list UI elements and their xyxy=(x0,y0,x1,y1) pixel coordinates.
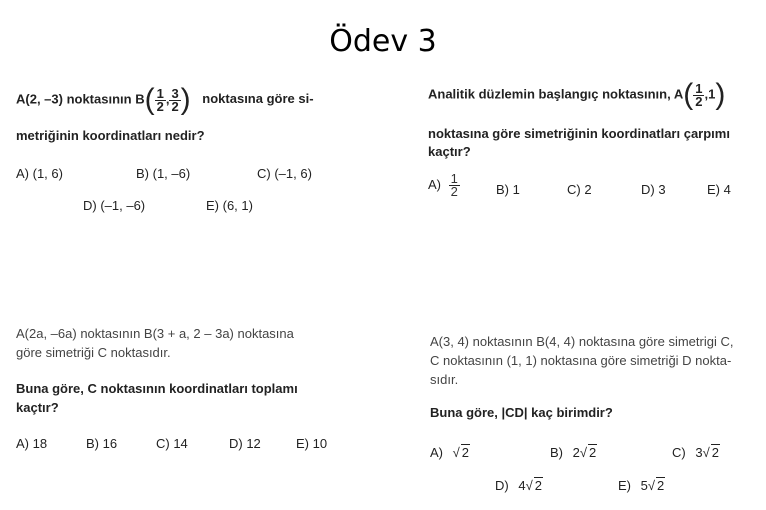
q1-option-a[interactable]: A) (1, 6) xyxy=(16,166,63,181)
q2-option-c[interactable]: C) 2 xyxy=(567,182,592,197)
q1-option-e[interactable]: E) (6, 1) xyxy=(206,198,253,213)
q4-option-e-label: E) xyxy=(618,478,631,493)
q2-left-paren: ( xyxy=(683,78,694,111)
q3-option-b[interactable]: B) 16 xyxy=(86,436,118,451)
q4-option-b-sqrt: √ 2 xyxy=(579,445,597,460)
q1-line2: metriğinin koordinatları nedir? xyxy=(16,128,205,143)
q4-option-b-label: B) xyxy=(550,445,563,460)
q2-option-d[interactable]: D) 3 xyxy=(641,182,666,197)
q2-line2: noktasına göre simetriğinin koordinatları çarpımı xyxy=(428,126,730,141)
q2-y-value: 1 xyxy=(708,86,716,102)
q4-option-b[interactable]: B) 2√ 2 xyxy=(550,445,597,460)
q4-option-a[interactable] xyxy=(430,444,470,462)
q3-option-e[interactable]: E) 10 xyxy=(296,436,328,451)
q2-line3: kaçtır? xyxy=(428,144,471,159)
q3-line1: A(2a, –6a) noktasının B(3 + a, 2 – 3a) noktasına xyxy=(16,326,294,341)
q1-left-paren: ( xyxy=(144,83,155,116)
q4-option-d-sqrt: √ 2 xyxy=(525,478,542,493)
q2-line1-start: Analitik düzlemin başlangıç noktasının, A xyxy=(428,86,684,102)
q2-frac: $\frac{1}{2}$ xyxy=(695,80,703,109)
q4-option-c[interactable]: C) 3√ 2 xyxy=(672,445,719,460)
q2-option-e[interactable]: E) 4 xyxy=(707,182,731,197)
q4-line1: A(3, 4) noktasının B(4, 4) noktasına göre simetrigi C, xyxy=(430,334,734,349)
q1-option-b[interactable]: B) (1, –6) xyxy=(136,166,191,181)
q3-line2: göre simetriği C noktasıdır. xyxy=(16,345,171,360)
q1-frac-a: $\frac{1}{2}$ xyxy=(156,85,164,114)
q3-option-c[interactable]: C) 14 xyxy=(156,436,188,451)
q1-line1-end: noktasına göre si- xyxy=(202,91,314,107)
q4-option-a-label: A) xyxy=(430,445,443,460)
q4-option-c-label: C) xyxy=(672,445,686,460)
q4-option-c-sqrt: √ 2 xyxy=(702,445,719,460)
q4-option-d-label: D) xyxy=(495,478,509,493)
q2-option-a-frac: $\frac{1}{2}$ xyxy=(450,171,458,199)
q4-option-e[interactable]: E) 5√ 2 xyxy=(618,478,665,493)
q2-option-b[interactable]: B) 1 xyxy=(496,182,520,197)
q2-right-paren: ) xyxy=(715,78,726,111)
q1-line1 xyxy=(16,85,314,115)
q1-line1-start: A(2, –3) noktasının B xyxy=(16,91,145,107)
q4-line2: C noktasının (1, 1) noktasına göre simetriği D nokta- xyxy=(430,353,732,368)
q1-option-d[interactable]: D) (–1, –6) xyxy=(83,198,146,213)
q4-option-a-sqrt: √ 2 xyxy=(452,445,469,460)
page-title: Ödev 3 xyxy=(329,24,437,59)
q4-line3: sıdır. xyxy=(430,372,459,387)
q4-option-e-sqrt: √ 2 xyxy=(647,478,665,493)
q1-option-c[interactable]: C) (–1, 6) xyxy=(257,166,312,181)
q4-line4: Buna göre, |CD| kaç birimdir? xyxy=(430,405,613,420)
q3-line3: Buna göre, C noktasının koordinatları toplamı xyxy=(16,381,298,396)
q3-option-a[interactable]: A) 18 xyxy=(16,436,48,451)
q3-line4: kaçtır? xyxy=(16,400,59,415)
q2-option-a-label: A) xyxy=(428,176,441,192)
q1-comma: , xyxy=(165,91,170,107)
q4-option-d[interactable]: D) 4√ 2 xyxy=(495,478,542,493)
q3-option-d[interactable]: D) 12 xyxy=(229,436,261,451)
q1-frac-b: $\frac{3}{2}$ xyxy=(171,85,179,114)
q2-line1: Analitik düzlemin başlangıç noktasının, A( $\frac{1}{2}$ ,1) xyxy=(428,78,726,111)
q1-right-paren: ) xyxy=(180,83,191,116)
q2-option-a[interactable] xyxy=(428,173,460,198)
